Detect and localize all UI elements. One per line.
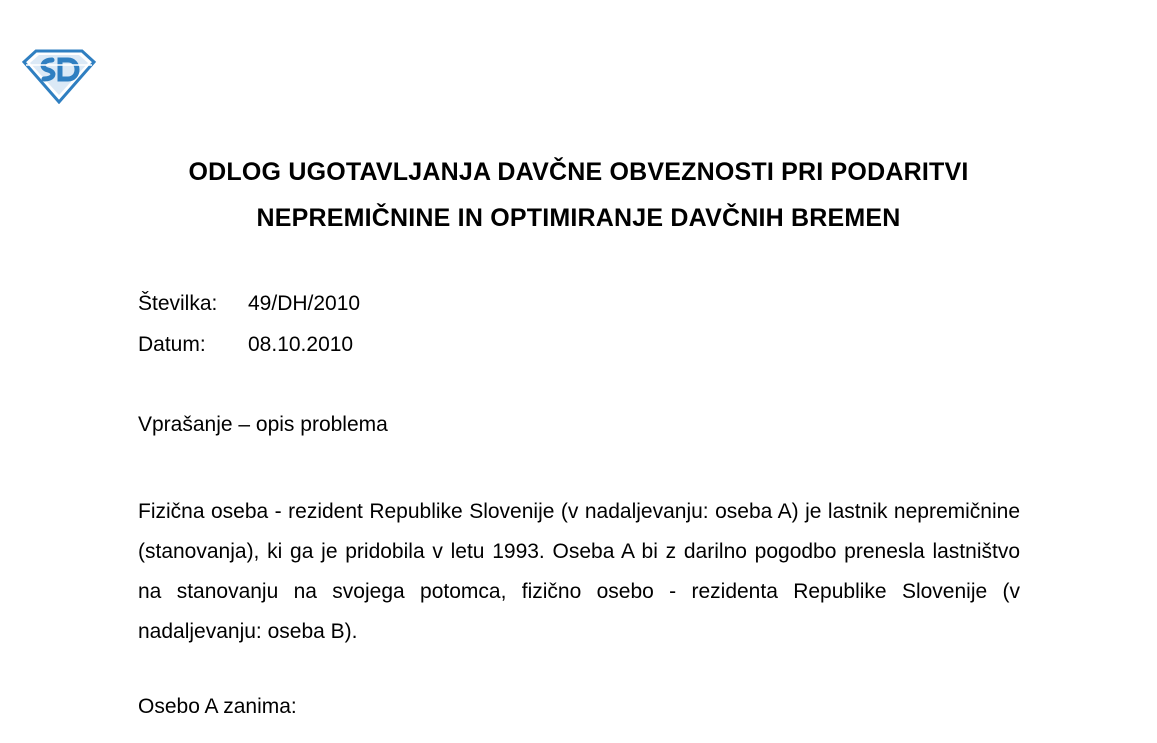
document-title-line-2: NEPREMIČNINE IN OPTIMIRANJE DAVČNIH BREMEN (256, 204, 901, 232)
date-label: Datum: (138, 333, 206, 356)
document-title-line-1: ODLOG UGOTAVLJANJA DAVČNE OBVEZNOSTI PRI PODARITVI (188, 158, 969, 186)
number-value: 49/DH/2010 (248, 292, 361, 315)
intro-text: Osebo A zanima: (138, 695, 297, 718)
number-row (138, 292, 360, 316)
date-row (138, 333, 353, 357)
date-value: 08.10.2010 (248, 333, 354, 356)
sd-logo-icon (22, 48, 96, 104)
number-label: Številka: (138, 292, 218, 315)
problem-paragraph: Fizična oseba - rezident Republike Slovenije (v nadaljevanju: oseba A) je lastnik nepremičnine (stanovanja), ki ga je pridobila v letu 1993. Oseba A bi z darilno pogodbo prenesla lastništvo na stanovanju na svojega potomca, fizično osebo - rezidenta Republike Slovenije (v nadaljevanju: oseba B). (138, 500, 1020, 643)
section-heading: Vprašanje – opis problema (138, 413, 388, 436)
